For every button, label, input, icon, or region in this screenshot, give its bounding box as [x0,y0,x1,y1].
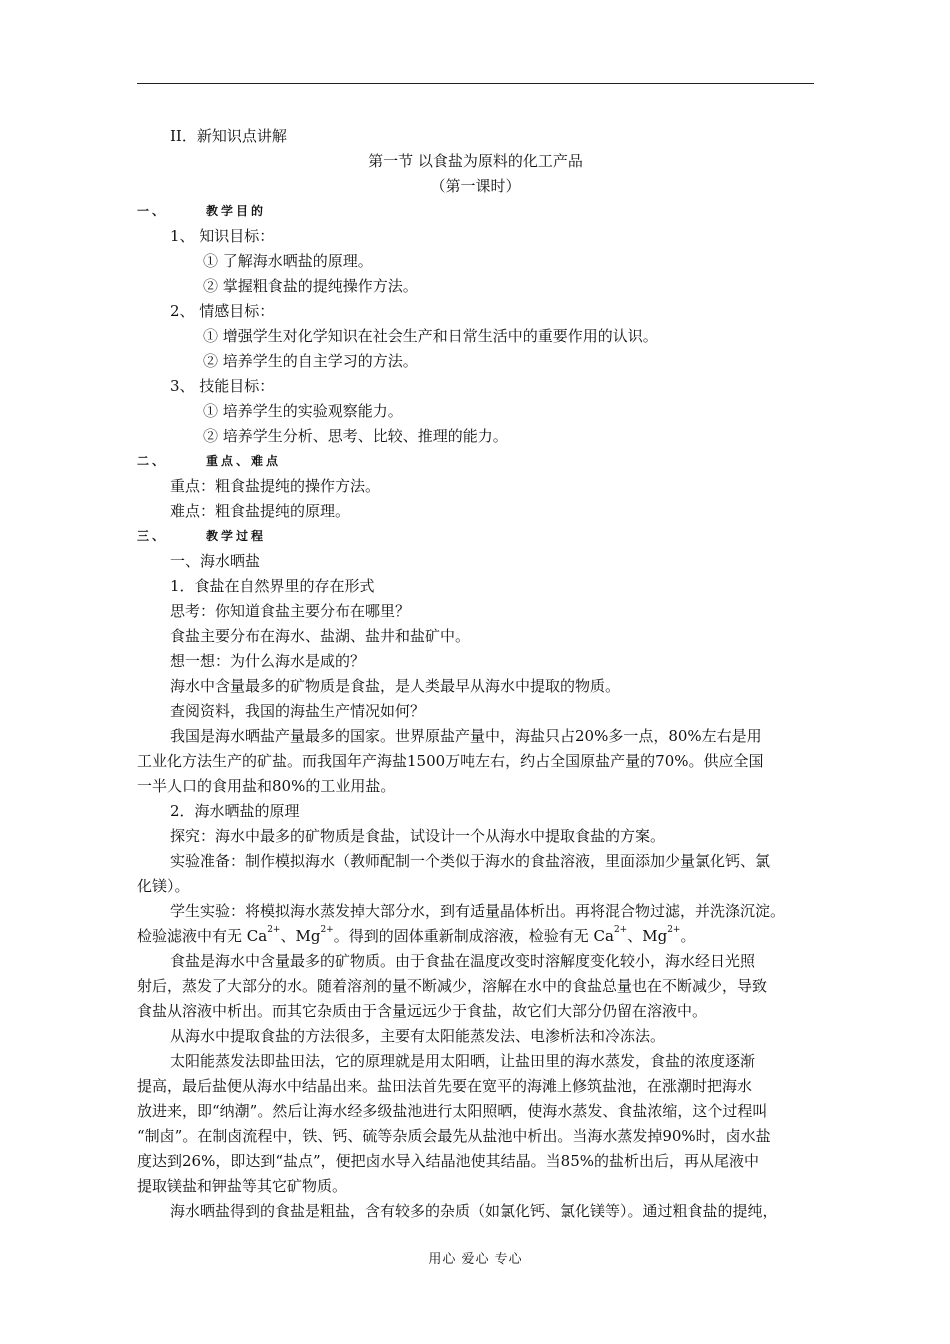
paragraph-line: 海水晒盐得到的食盐是粗盐，含有较多的杂质（如氯化钙、氯化镁等）。通过粗食盐的提纯， [170,1202,778,1220]
paragraph-line: 度达到26%，即达到“盐点”，便把卤水导入结晶池使其结晶。当85%的盐析出后，再从尾液中 [137,1152,760,1170]
heading-1-text: 教学目的 [206,204,267,218]
experiment-line-2 [137,925,695,947]
paragraph-line: 一半人口的食用盐和80%的工业用盐。 [137,777,396,795]
answer-salty: 海水中含量最多的矿物质是食盐，是人类最早从海水中提取的物质。 [170,677,621,695]
goal-2-item-1: ① 增强学生对化学知识在社会生产和日常生活中的重要作用的认识。 [203,327,658,345]
paragraph-line: 实验准备：制作模拟海水（教师配制一个类似于海水的食盐溶液，里面添加少量氯化钙、氯 [170,852,771,870]
paragraph-line: “制卤”。在制卤流程中，铁、钙、硫等杂质会最先从盐池中析出。当海水蒸发掉90%时，卤水盐 [137,1127,771,1145]
key-point: 重点：粗食盐提纯的操作方法。 [170,477,381,495]
charge-superscript: 2+ [667,925,681,935]
heading-2-number: 二、 [137,454,168,468]
page-title: 第一节 以食盐为原料的化工产品 [368,152,583,170]
paragraph-line: 放进来，即“纳潮”。然后让海水经多级盐池进行太阳照晒，使海水蒸发、食盐浓缩，这个过程叫 [137,1102,768,1120]
ion-text: 、Mg [627,927,668,945]
charge-superscript: 2+ [613,925,628,935]
explore-text: 探究：海水中最多的矿物质是食盐，试设计一个从海水中提取食盐的方案。 [170,827,666,845]
paragraph-line: 提取镁盐和钾盐等其它矿物质。 [137,1177,348,1195]
heading-3-number: 三、 [137,529,168,543]
heading-3-text: 教学过程 [206,529,267,543]
subsection-1: 一、海水晒盐 [170,552,261,570]
goal-2-item-2: ② 培养学生的自主学习的方法。 [203,352,418,370]
paragraph-line: 我国是海水晒盐产量最多的国家。世界原盐产量中，海盐只占20%多一点，80%左右是用 [170,727,762,745]
charge-superscript: 2+ [267,925,281,935]
lookup-question: 查阅资料，我国的海盐生产情况如何？ [170,702,426,720]
experiment-line-1: 学生实验：将模拟海水蒸发掉大部分水，到有适量晶体析出。再将混合物过滤，并洗涤沉淀。 [170,902,786,920]
goal-1-label: 1、 知识目标： [170,227,275,245]
goal-1-item-2: ② 掌握粗食盐的提纯操作方法。 [203,277,418,295]
charge-superscript: 2+ [320,925,334,935]
subsection-1-1: 1．食盐在自然界里的存在形式 [170,577,375,595]
ion-text: 、Mg [280,927,321,945]
heading-1-number: 一、 [137,204,168,218]
subsection-1-2: 2．海水晒盐的原理 [170,802,300,820]
heading-2-text: 重点、难点 [206,454,282,468]
section-heading: II．新知识点讲解 [170,127,287,145]
think-question: 思考：你知道食盐主要分布在哪里？ [170,602,411,620]
goal-2-label: 2、 情感目标： [170,302,275,320]
ion-text: 。 [680,927,696,945]
methods-text: 从海水中提取食盐的方法很多，主要有太阳能蒸发法、电渗析法和冷冻法。 [170,1027,666,1045]
header-rule [137,83,814,84]
difficult-point: 难点：粗食盐提纯的原理。 [170,502,351,520]
goal-3-item-1: ① 培养学生的实验观察能力。 [203,402,403,420]
paragraph-line: 射后，蒸发了大部分的水。随着溶剂的量不断减少，溶解在水中的食盐总量也在不断减少，导致 [137,977,768,995]
paragraph-line: 提高，最后盐便从海水中结晶出来。盐田法首先要在宽平的海滩上修筑盐池，在涨潮时把海水 [137,1077,753,1095]
ponder-question: 想一想：为什么海水是咸的？ [170,652,366,670]
ion-text: 检验滤液中有无 Ca [137,927,268,945]
goal-1-item-1: ① 了解海水晒盐的原理。 [203,252,373,270]
page-footer: 用心 爱心 专心 [428,1252,523,1267]
goal-3-item-2: ② 培养学生分析、思考、比较、推理的能力。 [203,427,508,445]
paragraph-line: 工业化方法生产的矿盐。而我国年产海盐1500万吨左右，约占全国原盐产量的70%。供应全国 [137,752,764,770]
paragraph-line: 食盐是海水中含量最多的矿物质。由于食盐在温度改变时溶解度变化较小，海水经日光照 [170,952,756,970]
paragraph-line: 食盐从溶液中析出。而其它杂质由于含量远远少于食盐，故它们大部分仍留在溶液中。 [137,1002,708,1020]
answer-distribution: 食盐主要分布在海水、盐湖、盐井和盐矿中。 [170,627,471,645]
paragraph-line: 太阳能蒸发法即盐田法，它的原理就是用太阳晒，让盐田里的海水蒸发，食盐的浓度逐渐 [170,1052,756,1070]
paragraph-line: 化镁）。 [137,877,190,895]
goal-3-label: 3、 技能目标： [170,377,275,395]
page-subtitle: （第一课时） [430,177,521,195]
ion-text: 。得到的固体重新制成溶液，检验有无 Ca [333,927,614,945]
